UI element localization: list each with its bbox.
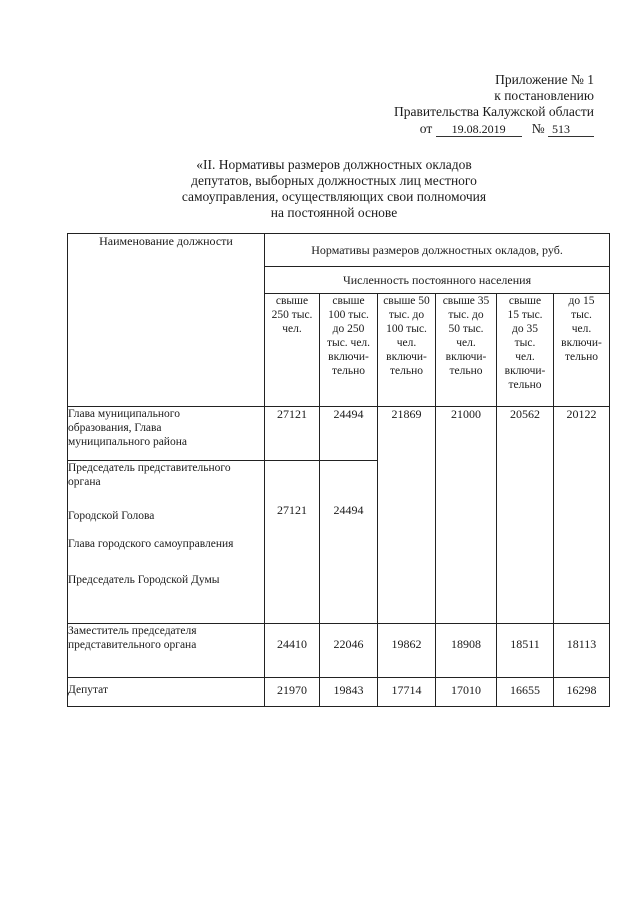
salary-value: 20122 [554, 407, 610, 624]
column-header: до 15 тыс. чел. включи- тельно [554, 294, 610, 407]
appendix-label: Приложение № 1 [495, 72, 594, 87]
salary-value: 19862 [378, 624, 436, 678]
salary-value: 17010 [436, 678, 497, 707]
column-header: свыше 100 тыс. до 250 тыс. чел. включи- тельно [320, 294, 378, 407]
salary-norms-header: Нормативы размеров должностных окладов, руб. [265, 234, 610, 267]
column-header: свыше 35 тыс. до 50 тыс. чел. включи- тельно [436, 294, 497, 407]
position-name-header: Наименование должности [68, 234, 265, 407]
table-row [68, 624, 610, 678]
title-line: на постоянной основе [270, 205, 398, 220]
number-prefix: № [531, 121, 545, 136]
salary-value: 17714 [378, 678, 436, 707]
position-name: Депутат [68, 678, 265, 707]
position-name: Председатель представительного органа Городской Голова Глава городского самоуправления Председатель Городской Думы [68, 461, 265, 624]
salary-value: 24410 [265, 624, 320, 678]
date-prefix: от [419, 121, 433, 136]
document-header [394, 72, 594, 137]
salary-value: 21000 [436, 407, 497, 624]
column-header: свыше 250 тыс. чел. [265, 294, 320, 407]
salary-value: 16655 [497, 678, 554, 707]
title-line: «II. Нормативы размеров должностных окладов [196, 157, 472, 172]
salary-value: 20562 [497, 407, 554, 624]
position-name: Глава муниципального образования, Глава муниципального района [68, 407, 265, 461]
government-label: Правительства Калужской области [393, 104, 594, 119]
salary-value: 18511 [497, 624, 554, 678]
resolution-number: 513 [548, 122, 594, 137]
table-row [68, 678, 610, 707]
resolution-date: 19.08.2019 [436, 122, 522, 137]
salary-value: 27121 [265, 461, 320, 624]
column-header: свыше 15 тыс. до 35 тыс. чел. включи- тельно [497, 294, 554, 407]
salary-value: 19843 [320, 678, 378, 707]
column-header: свыше 50 тыс. до 100 тыс. чел. включи- тельно [378, 294, 436, 407]
salary-value: 22046 [320, 624, 378, 678]
salary-value: 21970 [265, 678, 320, 707]
salary-norms-table [67, 233, 610, 707]
salary-value: 16298 [554, 678, 610, 707]
resolution-label: к постановлению [494, 88, 594, 103]
table-row [68, 407, 610, 461]
salary-value: 24494 [320, 461, 378, 624]
salary-value: 27121 [265, 407, 320, 461]
title-line: депутатов, выборных должностных лиц местного [191, 173, 477, 188]
section-title [150, 157, 518, 221]
salary-value: 18908 [436, 624, 497, 678]
date-line [394, 121, 594, 137]
salary-value: 21869 [378, 407, 436, 624]
title-line: самоуправления, осуществляющих свои полномочия [181, 189, 487, 204]
salary-value: 18113 [554, 624, 610, 678]
salary-value: 24494 [320, 407, 378, 461]
position-name: Заместитель председателя представительного органа [68, 624, 265, 678]
population-header: Численность постоянного населения [265, 267, 610, 294]
